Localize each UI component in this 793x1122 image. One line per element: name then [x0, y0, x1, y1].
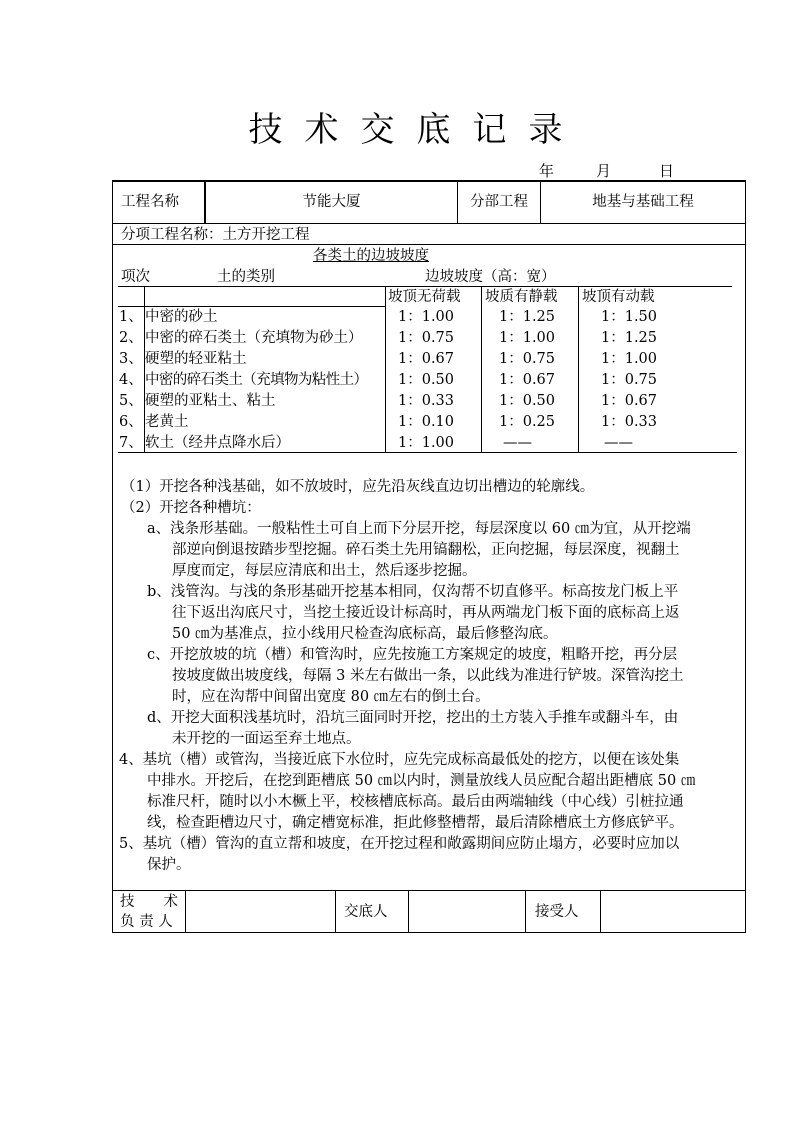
divider	[481, 286, 482, 452]
row-v2: 1：0.75	[499, 351, 556, 367]
note-b-line1: b、浅管沟。与浅的条形基础开挖基本相同，仅沟帮不切直修平。标高按龙门板上平	[147, 584, 679, 600]
note-4-line1: 4、基坑（槽）或管沟，当接近底下水位时，应先完成标高最低处的挖方，以便在该处集	[119, 752, 680, 768]
row-v3: 1：0.67	[601, 393, 658, 409]
row-v2: 1：0.25	[499, 414, 556, 430]
row-v2: 1：1.00	[499, 330, 556, 346]
divider	[118, 306, 385, 307]
note-a-line2: 部逆向倒退按踏步型挖掘。碎石类土先用镐翻松，正向挖掘，每层深度，视翻土	[172, 542, 680, 558]
row-index: 1、	[119, 309, 143, 325]
note-2: （2）开挖各种槽坑：	[121, 500, 261, 516]
discloser-field[interactable]	[409, 891, 525, 932]
note-a-line1: a、浅条形基础。一般粘性土可自上而下分层开挖，每层深度以 60 ㎝为宜，从开挖端	[147, 521, 691, 537]
note-1: （1）开挖各种浅基础，如不放坡时，应先沿灰线直边切出槽边的轮廓线。	[121, 479, 595, 495]
note-b-line2: 往下返出沟底尺寸，当挖土接近设计标高时，再从两端龙门板下面的底标高上返	[172, 605, 680, 621]
row-soil: 老黄土	[145, 414, 189, 430]
divider	[112, 244, 746, 245]
row-soil: 软土（经井点降水后）	[145, 435, 290, 451]
divider	[118, 452, 737, 453]
row-v2: 1：1.25	[499, 309, 556, 325]
row-v1: 1：0.67	[398, 351, 455, 367]
note-a-line3: 厚度而定，每层应清底和出土，然后逐步挖掘。	[172, 563, 477, 579]
sub-header-no-load: 坡顶无荷载	[388, 289, 461, 305]
project-name-label: 工程名称	[121, 194, 179, 210]
col-index-header: 项次	[121, 269, 150, 285]
note-4-line3: 标准尺杆，随时以小木橛上平，校核槽底标高。最后由两端轴线（中心线）引桩拉通	[147, 794, 684, 810]
row-v2: ——	[503, 435, 532, 451]
table-top-border	[112, 180, 746, 182]
row-soil: 硬塑的轻亚粘土	[145, 351, 247, 367]
table-bottom-border	[112, 932, 746, 933]
row-soil: 中密的碎石类土（充填物为砂土）	[145, 330, 363, 346]
subitem-name	[121, 226, 310, 244]
row-v1: 1：1.00	[398, 435, 455, 451]
note-c-line1: c、开挖放坡的坑（槽）和管沟时，应先按施工方案规定的坡度，粗略开挖，再分层	[147, 647, 678, 663]
row-v3: 1：1.00	[601, 351, 658, 367]
tech-lead-label-line2: 负 责 人	[120, 914, 173, 930]
division-value: 地基与基础工程	[592, 194, 694, 210]
divider	[118, 286, 732, 287]
row-v2: 1：0.50	[499, 393, 556, 409]
receiver-field[interactable]	[601, 891, 745, 932]
table-right-border	[745, 180, 746, 933]
row-v2: 1：0.67	[499, 372, 556, 388]
project-name-value: 节能大厦	[302, 194, 361, 210]
divider	[385, 286, 386, 452]
divider	[112, 223, 746, 224]
row-index: 6、	[119, 414, 143, 430]
row-v3: ——	[604, 435, 633, 451]
row-soil: 硬塑的亚粘土、粘土	[145, 393, 276, 409]
note-c-line3: 时，应在沟帮中间留出宽度 80 ㎝左右的倒土台。	[172, 689, 490, 705]
divider	[525, 890, 526, 933]
row-v3: 1：1.50	[601, 309, 658, 325]
divider	[335, 890, 336, 933]
divider	[578, 286, 579, 452]
row-v1: 1：0.75	[398, 330, 455, 346]
row-v1: 1：0.33	[398, 393, 455, 409]
tech-lead-label-line1: 技 术	[120, 894, 178, 910]
row-v3: 1：0.75	[601, 372, 658, 388]
col-soil-type-header: 土的类别	[217, 269, 275, 285]
subitem-value: 土方开挖工程	[222, 227, 310, 243]
row-v1: 1：0.10	[398, 414, 455, 430]
note-d-line1: d、开挖大面积浅基坑时，沿坑三面同时开挖，挖出的土方装入手推车或翻斗车，由	[147, 710, 679, 726]
row-soil: 中密的碎石类土（充填物为粘性土）	[145, 372, 368, 388]
table-left-border	[112, 180, 113, 933]
document-title: 技术交底记录	[248, 110, 585, 150]
row-index: 3、	[119, 351, 143, 367]
row-v1: 1：1.00	[398, 309, 455, 325]
subitem-label: 分项工程名称：	[121, 227, 223, 243]
discloser-label: 交底人	[344, 904, 388, 920]
row-v3: 1：0.33	[601, 414, 658, 430]
row-index: 7、	[119, 435, 143, 451]
sub-header-dynamic-load: 坡顶有动载	[582, 289, 655, 305]
row-index: 5、	[119, 393, 143, 409]
row-index: 4、	[119, 372, 143, 388]
date-month-label: 月	[596, 162, 612, 180]
note-5-line2: 保护。	[147, 857, 191, 873]
division-label: 分部工程	[470, 194, 528, 210]
row-v1: 1：0.50	[398, 372, 455, 388]
date-year-label: 年	[539, 162, 555, 180]
row-index: 2、	[119, 330, 143, 346]
note-4-line2: 中排水。开挖后，在挖到距槽底 50 ㎝以内时，测量放线人员应配合超出距槽底 50 ㎝	[147, 773, 696, 789]
note-c-line2: 按坡度做出坡度线，每隔 3 米左右做出一条，以此线为准进行铲坡。深管沟挖土	[172, 668, 684, 684]
sub-header-static-load: 坡质有静载	[485, 289, 558, 305]
tech-lead-field[interactable]	[186, 891, 335, 932]
note-4-line4: 线，检查距槽边尺寸，确定槽宽标准，拒此修整槽帮，最后清除槽底土方修底铲平。	[147, 815, 684, 831]
col-slope-group-header: 边坡坡度（高：宽）	[425, 269, 556, 285]
slope-table-caption: 各类土的边坡坡度	[313, 248, 429, 264]
note-d-line2: 未开挖的一面运至弃土地点。	[172, 731, 361, 747]
receiver-label: 接受人	[535, 904, 579, 920]
note-5-line1: 5、基坑（槽）管沟的直立帮和坡度，在开挖过程和敞露期间应防止塌方，必要时应加以	[119, 836, 680, 852]
row-soil: 中密的砂土	[145, 309, 218, 325]
row-v3: 1：1.25	[601, 330, 658, 346]
note-b-line3: 50 ㎝为基准点，拉小线用尺检查沟底标高，最后修整沟底。	[172, 626, 558, 642]
date-day-label: 日	[659, 162, 675, 180]
